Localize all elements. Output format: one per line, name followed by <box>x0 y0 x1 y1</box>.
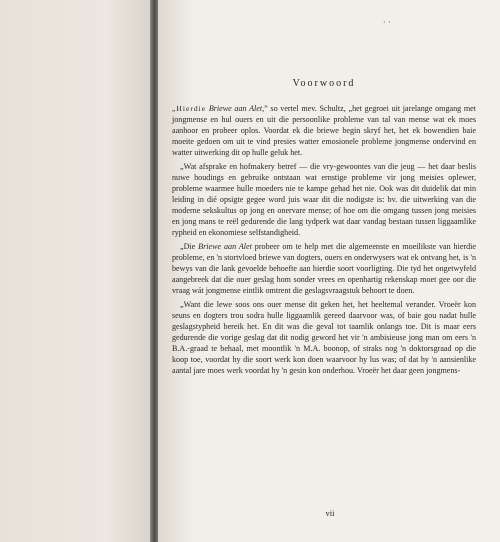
page-number: vii <box>325 508 335 518</box>
paragraph-4: „Want die lewe soos ons ouer mense dit geken het, het heeltemal verander. Vroeër kon seuns en dogters trou sodra hulle liggaamlik gereed daarvoor was, of baie gou nadat hulle geslagstypheid bereik het. En dit was die geval tot taamlik onlangs toe. Dit is maar eers gedurende die vorige geslag dat dit nodig geword het vir 'n ambisieuse jong man om eers 'n B.A.-graad te behaal, met moontlik 'n M.A. boonop, of straks nog 'n doktorsgraad op die koop toe, voordat hy die soort werk kon doen waarvoor hy lus was; of dat hy 'n aansienlike aantal jare moes werk voordat hy 'n gesin kon onderhou. Vroeër het daar geen jongmens- <box>172 300 476 375</box>
paragraph-1-italic: Briewe aan Alet, <box>208 104 265 113</box>
paragraph-1-rest: ” so vertel mev. Schultz, „het gegroei uit jarelange omgang met jongmense en hul ouers en uit die persoonlike probleme van tal van mense wat ek moes aanhoor en probeer oplos. Voordat ek die briewe begin skryf het, het ek bowendien baie moeite gedoen om uit te vind presies watter emosionele probleme jongmense ondervind en watter uitwerking dit op hulle geluk het. <box>172 104 477 157</box>
paragraph-3-lead: „Die <box>180 242 196 251</box>
stray-ink-mark: · · <box>383 18 391 27</box>
paragraph-3-rest: probeer om te help met die algemeenste en moeilikste van hierdie probleme, en 'n stortvloed briewe van dogters, ouers en onderwysers wat ek ontvang het, is 'n bewys van die lank gevoelde behoefte aan hierdie soort voorligting. Die tyd het ongetwyfeld aangebreek dat die ouer geslag hom sonder vrees en openhartig rekenskap moet gee oor die vraag wát jongmense eintlik omtrent die geslagsvraagstuk behoort te doen. <box>172 242 476 295</box>
page-text-block <box>172 78 476 379</box>
paragraph-1-lead: „Hierdie <box>172 104 207 113</box>
paragraph-2: „Wat afsprake en hofmakery betref — die vry-gewoontes van die jeug — het daar beslis nuwe houdings en gebruike ontstaan wat ernstige probleme vir jong meisies oplewer, probleme waarmee hulle moeders nie te kampe gehad het nie. Ook was dit duidelik dat min leiding in dié opsigte gegee word juis waar dit die nodigste is: bv. die uitwerking van die moderne sekskultus op jong en onervare mense; of hoe om die omgang tussen jong meisies en jong mans te reël gedurende die lang tydperk wat daar vandag bestaan tussen liggaamlike rypheid en ekonomiese selfstandigheid. <box>172 162 476 237</box>
page-heading: Voorwoord <box>292 78 356 89</box>
paragraph-1 <box>172 103 476 158</box>
paragraph-3-italic: Briewe aan Alet <box>198 242 252 251</box>
paragraph-3 <box>172 241 476 296</box>
left-page <box>0 0 152 542</box>
